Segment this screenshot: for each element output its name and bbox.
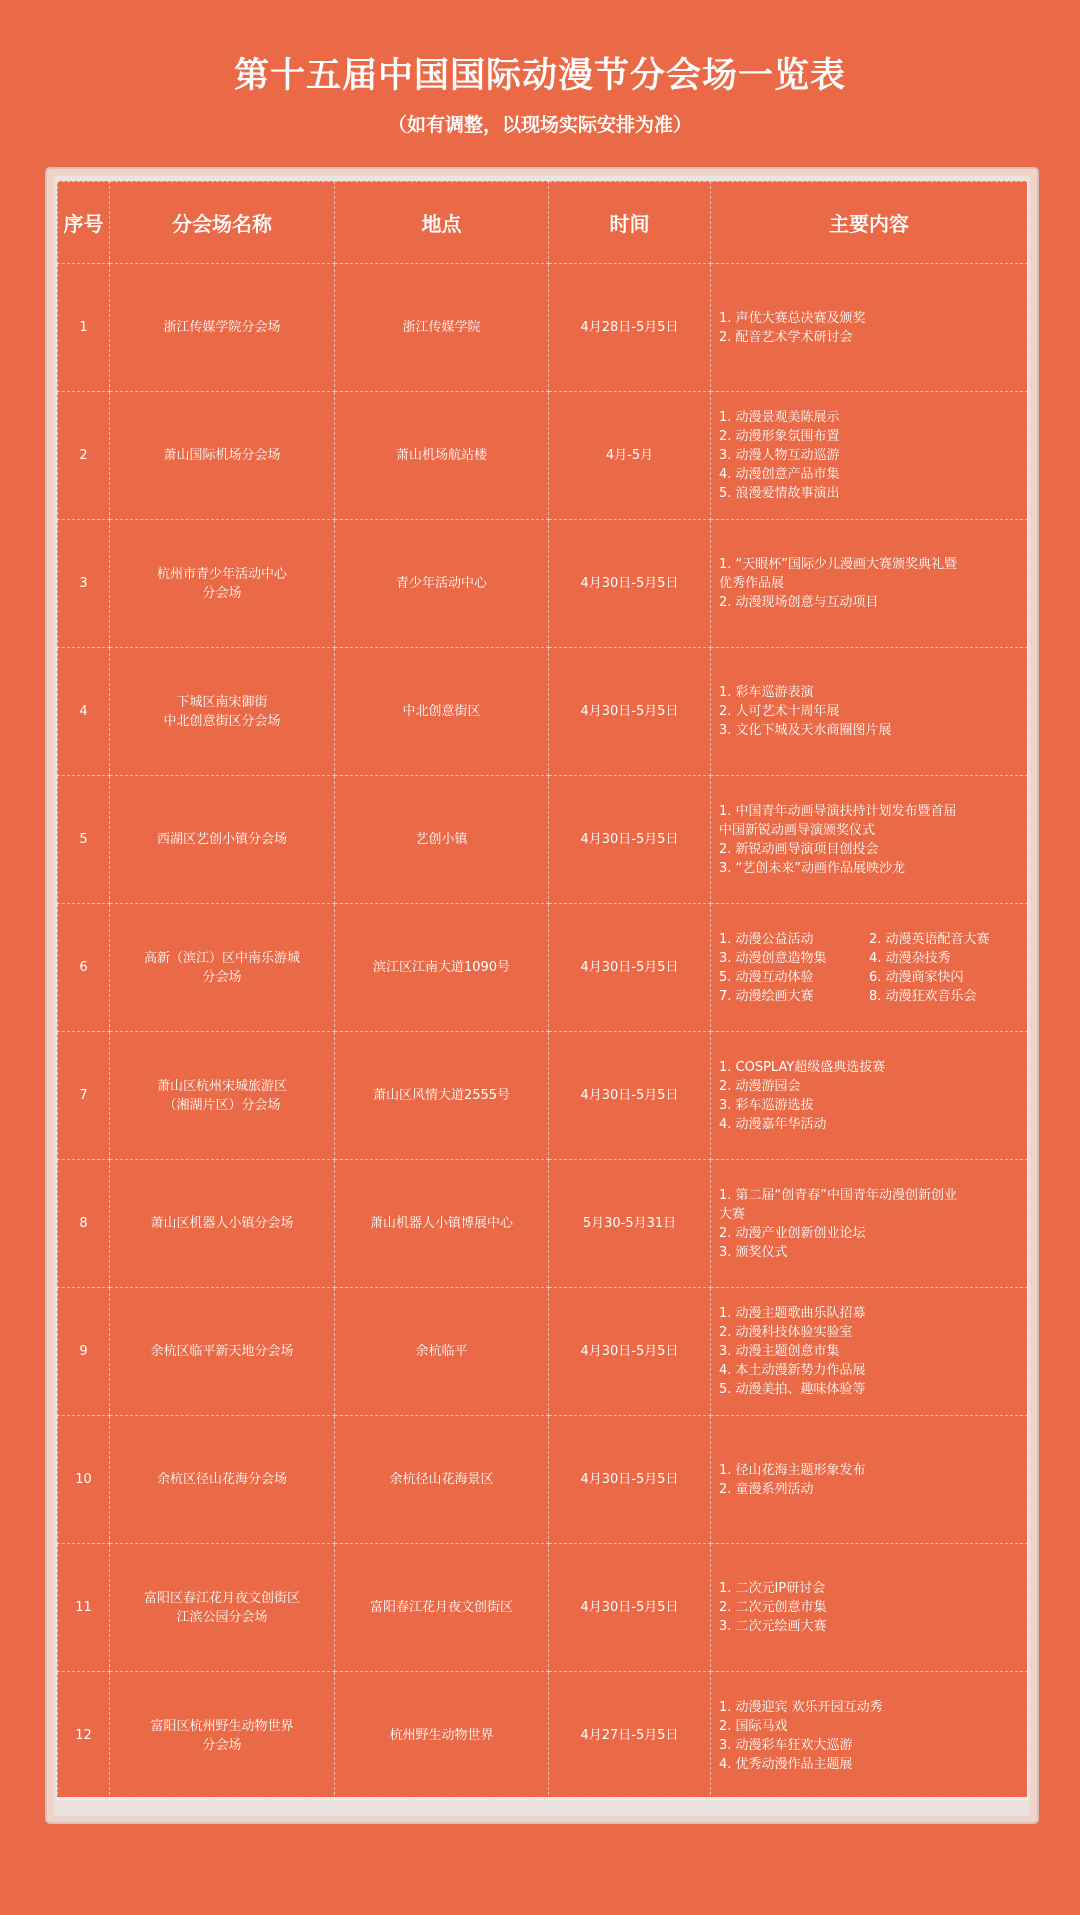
- venue-name-line: 富阳区杭州野生动物世界: [150, 1718, 294, 1734]
- cell-venue-name: [110, 1032, 335, 1160]
- venue-name-line: 分会场: [202, 1737, 242, 1753]
- content-line: 3. 颁奖仪式: [719, 1244, 788, 1260]
- content-line-pair: [719, 949, 1021, 968]
- cell-time: 4月30日-5月5日: [549, 520, 711, 648]
- cell-time: 4月30日-5月5日: [549, 776, 711, 904]
- venue-name-line: 浙江传媒学院分会场: [163, 320, 281, 335]
- content-line: 5. 动漫美拍、趣味体验等: [719, 1382, 866, 1397]
- content-line: 1. 动漫公益活动: [719, 931, 814, 947]
- cell-location: 萧山机场航站楼: [335, 392, 549, 520]
- header-content: 主要内容: [711, 182, 1028, 264]
- content-line: 1. 动漫景观美陈展示: [719, 410, 840, 425]
- content-line: 4. 本土动漫新势力作品展: [719, 1363, 866, 1378]
- cell-no: 9: [58, 1288, 110, 1416]
- cell-content: [711, 1160, 1028, 1288]
- cell-venue-name: [110, 1416, 335, 1544]
- cell-venue-name: [110, 1544, 335, 1672]
- content-line: 4. 优秀动漫作品主题展: [719, 1756, 853, 1772]
- cell-location: 青少年活动中心: [335, 520, 549, 648]
- content-line: 2. 童漫系列活动: [719, 1481, 814, 1497]
- content-line: 3. 文化下城及天水商圈图片展: [719, 723, 892, 738]
- content-line: 1. COSPLAY超级盛典选拔赛: [719, 1059, 886, 1075]
- cell-no: 12: [58, 1672, 110, 1800]
- cell-content: [711, 264, 1028, 392]
- content-line: 2. 动漫游园会: [719, 1078, 801, 1094]
- content-line: 2. 动漫产业创新创业论坛: [719, 1225, 866, 1241]
- table-row: [58, 1032, 1028, 1160]
- cell-time: 4月30日-5月5日: [549, 1416, 711, 1544]
- table-row: [58, 392, 1028, 520]
- venue-name-line: 高新（滨江）区中南乐游城: [143, 950, 300, 966]
- content-line-pair: [719, 968, 1021, 987]
- schedule-table: [57, 181, 1028, 1800]
- content-line: 4. 动漫杂技秀: [869, 950, 951, 966]
- header-location: 地点: [335, 182, 549, 264]
- cell-location: 余杭临平: [335, 1288, 549, 1416]
- content-line: 2. 动漫现场创意与互动项目: [719, 595, 879, 610]
- venue-name-line: 余杭区径山花海分会场: [156, 1472, 287, 1487]
- content-line: 5. 动漫互动体验: [719, 969, 814, 985]
- content-line: 3. 二次元绘画大赛: [719, 1619, 827, 1634]
- cell-venue-name: [110, 1160, 335, 1288]
- content-line: 1. “天眼杯”国际少儿漫画大赛颁奖典礼暨: [719, 557, 958, 572]
- content-line: 3. 动漫主题创意市集: [719, 1344, 840, 1359]
- content-line: 3. 动漫人物互动巡游: [719, 448, 840, 463]
- content-line: 2. 二次元创意市集: [719, 1600, 827, 1615]
- cell-time: 4月27日-5月5日: [549, 1672, 711, 1800]
- cell-no: 5: [58, 776, 110, 904]
- cell-time: 4月30日-5月5日: [549, 1288, 711, 1416]
- content-line: 2. 国际马戏: [719, 1718, 788, 1734]
- cell-no: 10: [58, 1416, 110, 1544]
- content-line: 1. 二次元IP研讨会: [719, 1581, 826, 1596]
- cell-location: 中北创意街区: [335, 648, 549, 776]
- cell-content: [711, 1672, 1028, 1800]
- content-line: 7. 动漫绘画大赛: [719, 988, 814, 1004]
- content-line: 3. 动漫彩车狂欢大巡游: [719, 1737, 853, 1753]
- venue-name-line: 江滨公园分会场: [176, 1609, 268, 1625]
- venue-name-line: 萧山区杭州宋城旅游区: [156, 1078, 287, 1094]
- content-line: 2. 人可艺术十周年展: [719, 704, 840, 719]
- header-time: 时间: [549, 182, 711, 264]
- cell-content: [711, 776, 1028, 904]
- table-row: [58, 264, 1028, 392]
- venue-name-line: 分会场: [202, 585, 242, 601]
- cell-no: 2: [58, 392, 110, 520]
- content-line: 3. 动漫创意造物集: [719, 950, 827, 966]
- cell-location: 余杭径山花海景区: [335, 1416, 549, 1544]
- cell-venue-name: [110, 392, 335, 520]
- table-row: [58, 904, 1028, 1032]
- header-venue-name: 分会场名称: [110, 182, 335, 264]
- table-row: [58, 520, 1028, 648]
- cell-no: 6: [58, 904, 110, 1032]
- content-line: 2. 动漫科技体验实验室: [719, 1325, 853, 1340]
- cell-no: 3: [58, 520, 110, 648]
- cell-venue-name: [110, 1288, 335, 1416]
- cell-time: 4月30日-5月5日: [549, 1544, 711, 1672]
- page-subtitle: （如有调整，以现场实际安排为准）: [387, 114, 692, 136]
- cell-time: 4月30日-5月5日: [549, 1032, 711, 1160]
- cell-no: 11: [58, 1544, 110, 1672]
- cell-content: [711, 1032, 1028, 1160]
- content-line: 4. 动漫创意产品市集: [719, 467, 840, 482]
- cell-content: [711, 904, 1028, 1032]
- content-line: 中国新锐动画导演颁奖仪式: [719, 822, 876, 838]
- content-line: 1. 动漫迎宾 欢乐开园互动秀: [719, 1699, 883, 1715]
- content-line: 5. 浪漫爱情故事演出: [719, 486, 840, 501]
- cell-venue-name: [110, 520, 335, 648]
- cell-location: 杭州野生动物世界: [335, 1672, 549, 1800]
- cell-content: [711, 1288, 1028, 1416]
- cell-no: 4: [58, 648, 110, 776]
- cell-location: 滨江区江南大道1090号: [335, 904, 549, 1032]
- venue-name-line: 中北创意街区分会场: [163, 713, 281, 729]
- venue-name-line: 杭州市青少年活动中心: [156, 566, 287, 582]
- table-row: [58, 1416, 1028, 1544]
- venue-name-line: 下城区南宋御街: [176, 694, 268, 710]
- table-header-row: [58, 182, 1028, 264]
- content-line: 2. 配音艺术学术研讨会: [719, 329, 853, 345]
- schedule-table-container: [57, 181, 1027, 1797]
- content-line: 2. 新锐动画导演项目创投会: [719, 841, 879, 857]
- table-row: [58, 1544, 1028, 1672]
- cell-no: 8: [58, 1160, 110, 1288]
- cell-location: 艺创小镇: [335, 776, 549, 904]
- cell-content: [711, 1544, 1028, 1672]
- cell-venue-name: [110, 1672, 335, 1800]
- venue-name-line: 余杭区临平新天地分会场: [150, 1344, 294, 1359]
- venue-name-line: 分会场: [202, 969, 242, 985]
- table-row: [58, 1672, 1028, 1800]
- cell-venue-name: [110, 264, 335, 392]
- cell-time: 4月30日-5月5日: [549, 904, 711, 1032]
- cell-time: 5月30-5月31日: [549, 1160, 711, 1288]
- cell-content: [711, 520, 1028, 648]
- content-line: 3. “艺创未来”动画作品展映沙龙: [719, 860, 906, 876]
- content-line-pair: [719, 987, 1021, 1006]
- cell-location: 萧山区风情大道2555号: [335, 1032, 549, 1160]
- content-line: 1. 动漫主题歌曲乐队招募: [719, 1306, 866, 1321]
- content-line: 1. 第二届“创青春”中国青年动漫创新创业: [719, 1187, 958, 1203]
- content-line: 2. 动漫英语配音大赛: [869, 931, 990, 947]
- page-title: 第十五届中国国际动漫节分会场一览表: [233, 56, 846, 96]
- table-row: [58, 1288, 1028, 1416]
- cell-content: [711, 1416, 1028, 1544]
- content-line: 8. 动漫狂欢音乐会: [869, 988, 977, 1004]
- cell-location: 萧山机器人小镇博展中心: [335, 1160, 549, 1288]
- content-line: 3. 彩车巡游选拔: [719, 1097, 814, 1113]
- cell-time: 4月30日-5月5日: [549, 648, 711, 776]
- content-line-pair: [719, 930, 1021, 949]
- cell-no: 7: [58, 1032, 110, 1160]
- content-line: 1. 彩车巡游表演: [719, 685, 814, 700]
- cell-venue-name: [110, 776, 335, 904]
- venue-name-line: （湘湖片区）分会场: [163, 1097, 281, 1113]
- venue-name-line: 萧山区机器人小镇分会场: [150, 1216, 294, 1231]
- content-line: 2. 动漫形象氛围布置: [719, 429, 840, 444]
- cell-content: [711, 648, 1028, 776]
- venue-name-line: 萧山国际机场分会场: [163, 448, 281, 463]
- cell-location: 富阳春江花月夜文创街区: [335, 1544, 549, 1672]
- cell-venue-name: [110, 648, 335, 776]
- content-line: 1. 声优大赛总决赛及颁奖: [719, 310, 866, 326]
- content-line: 大赛: [719, 1206, 746, 1222]
- content-line: 1. 径山花海主题形象发布: [719, 1462, 866, 1478]
- table-row: [58, 648, 1028, 776]
- cell-time: 4月-5月: [549, 392, 711, 520]
- cell-time: 4月28日-5月5日: [549, 264, 711, 392]
- venue-name-line: 富阳区春江花月夜文创街区: [143, 1590, 300, 1606]
- content-line: 优秀作品展: [719, 576, 785, 591]
- venue-name-line: 西湖区艺创小镇分会场: [156, 832, 287, 847]
- header-no: 序号: [58, 182, 110, 264]
- content-line: 4. 动漫嘉年华活动: [719, 1116, 827, 1132]
- content-line: 1. 中国青年动画导演扶持计划发布暨首届: [719, 803, 957, 819]
- cell-location: 浙江传媒学院: [335, 264, 549, 392]
- cell-venue-name: [110, 904, 335, 1032]
- table-row: [58, 1160, 1028, 1288]
- content-line: 6. 动漫商家快闪: [869, 969, 964, 985]
- cell-no: 1: [58, 264, 110, 392]
- cell-content: [711, 392, 1028, 520]
- table-row: [58, 776, 1028, 904]
